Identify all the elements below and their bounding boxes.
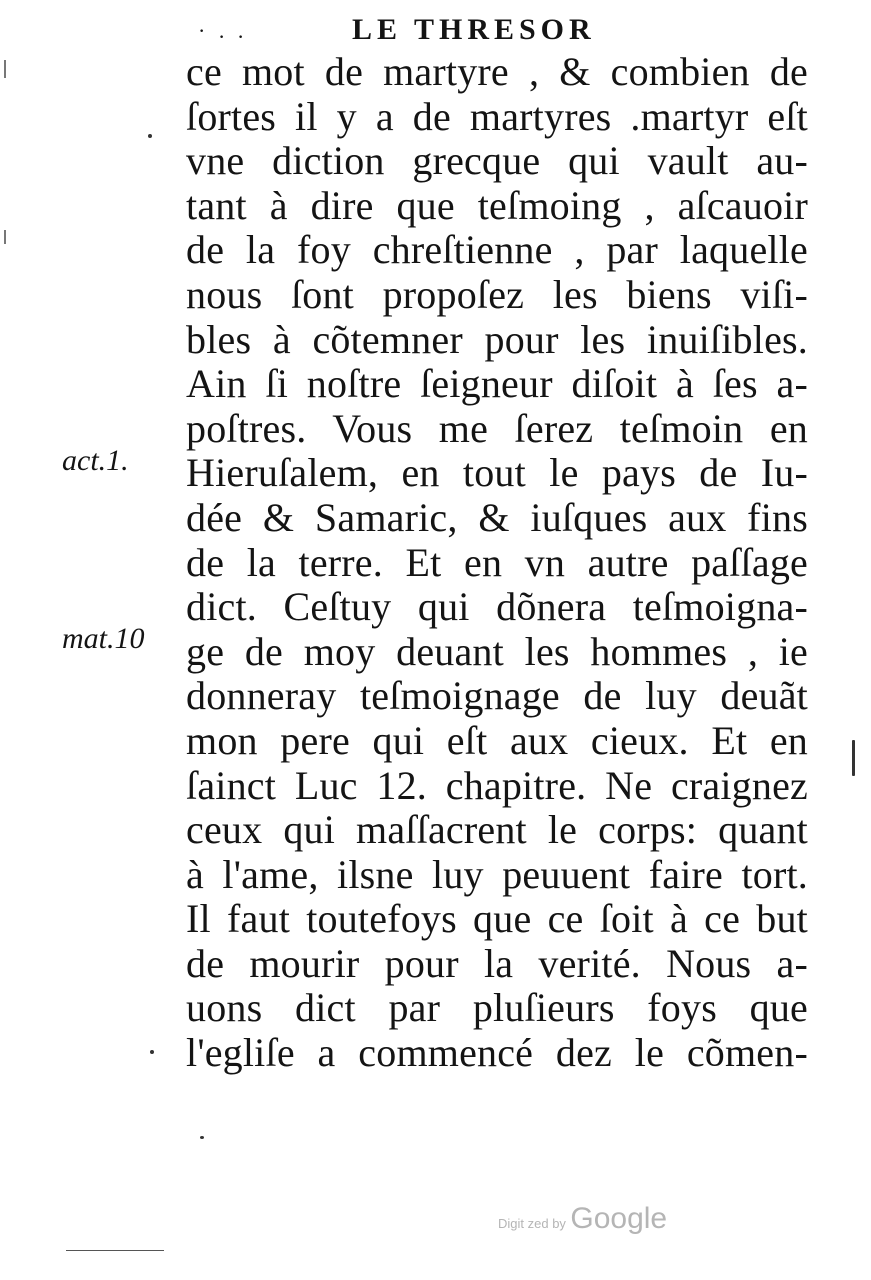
- edge-mark: [852, 740, 855, 776]
- text-line: Ain ſi noſtre ſeigneur diſoit à ſes a-: [186, 361, 808, 407]
- google-logo: Google: [570, 1202, 668, 1235]
- text-line: de la foy chreſtienne , par laquelle: [186, 227, 808, 273]
- edge-mark: [4, 60, 6, 78]
- ink-speck: [200, 1136, 204, 1139]
- text-line: mon pere qui eſt aux cieux. Et en: [186, 717, 808, 763]
- text-line: donneray teſmoignage de luy deuãt: [186, 673, 808, 719]
- text-line: poſtres. Vous me ſerez teſmoin en: [186, 405, 808, 451]
- text-line: Il faut toutefoys que ce ſoit à ce but: [186, 896, 808, 942]
- text-line: ce mot de martyre , & combien de: [186, 49, 808, 94]
- margin-note-act: act.1.: [62, 444, 129, 477]
- text-line: ge de moy deuant les hommes , ie: [186, 628, 808, 674]
- text-line: uons dict par pluſieurs foys que: [186, 985, 808, 1031]
- header-marks: · . .: [198, 18, 248, 43]
- ink-speck: [150, 1050, 154, 1054]
- text-line: l'egliſe a commencé dez le cõmen-: [186, 1030, 808, 1076]
- text-line: vne diction grecque qui vault au-: [186, 138, 808, 184]
- digitized-watermark: [498, 1202, 667, 1236]
- text-line: ſortes il y a de martyres .martyr eſt: [186, 93, 808, 139]
- text-line: tant à dire que teſmoing , aſcauoir: [186, 182, 808, 228]
- text-line: ceux qui maſſacrent le corps: quant: [186, 807, 808, 853]
- body-text: [186, 50, 808, 1076]
- ink-speck: [148, 134, 152, 138]
- margin-note-mat: mat.10: [62, 622, 145, 655]
- text-line: dée & Samaric, & iuſques aux fins: [186, 494, 808, 540]
- text-line: de la terre. Et en vn autre paſſage: [186, 539, 808, 585]
- text-line: à l'ame, ilsne luy peuuent faire tort.: [186, 851, 808, 897]
- text-line: de mourir pour la verité. Nous a-: [186, 940, 808, 986]
- text-line: nous ſont propoſez les biens viſi-: [186, 271, 808, 317]
- running-title: LE THRESOR: [352, 13, 596, 46]
- watermark-prefix: Digit zed by: [498, 1216, 566, 1231]
- text-line: ſainct Luc 12. chapitre. Ne craignez: [186, 762, 808, 808]
- text-line: bles à cõtemner pour les inuiſibles.: [186, 316, 808, 362]
- text-line: Hieruſalem, en tout le pays de Iu-: [186, 450, 808, 496]
- text-line: dict. Ceſtuy qui dõnera teſmoigna-: [186, 584, 808, 630]
- edge-mark: [4, 230, 6, 244]
- footer-rule: [66, 1250, 164, 1251]
